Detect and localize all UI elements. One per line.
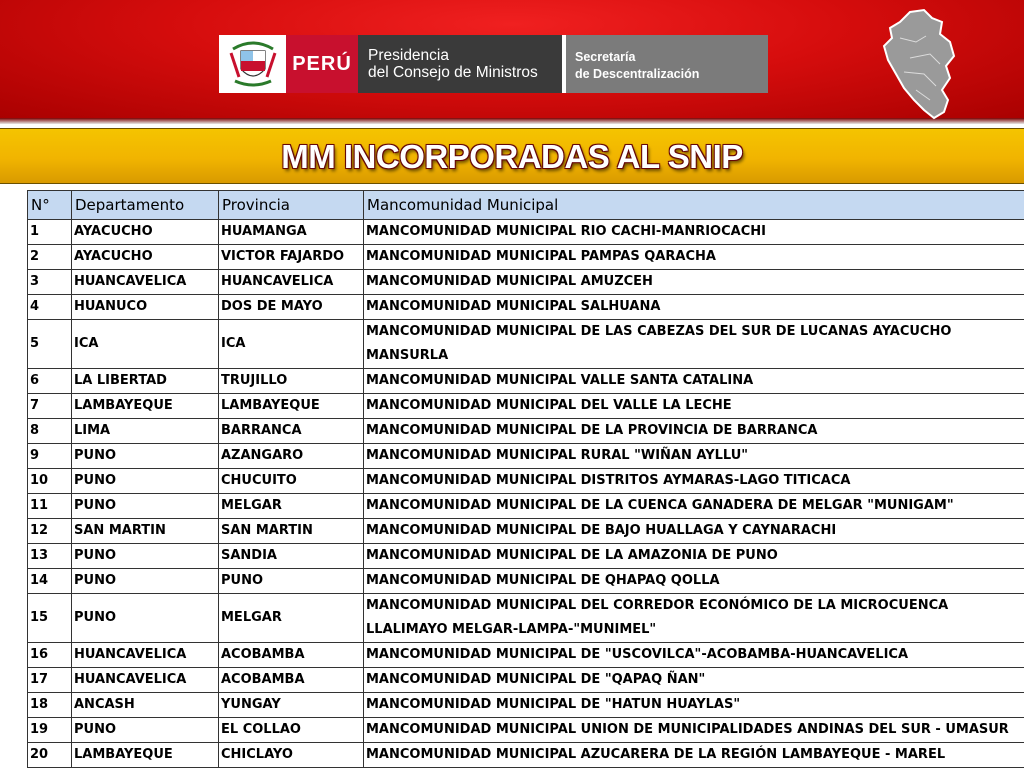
table-row bbox=[28, 693, 1024, 718]
cell-mancomunidad: MANCOMUNIDAD MUNICIPAL DE "HATUN HUAYLAS" bbox=[364, 693, 1024, 718]
cell-departamento: PUNO bbox=[72, 469, 219, 494]
table-row bbox=[28, 718, 1024, 743]
cell-provincia: LAMBAYEQUE bbox=[219, 394, 364, 419]
cell-provincia: HUANCAVELICA bbox=[219, 270, 364, 295]
cell-provincia: ACOBAMBA bbox=[219, 643, 364, 668]
cell-departamento: HUANCAVELICA bbox=[72, 668, 219, 693]
cell-number: 15 bbox=[28, 594, 72, 643]
mancomunidades-table bbox=[27, 190, 1024, 768]
table-row bbox=[28, 569, 1024, 594]
cell-mancomunidad: MANCOMUNIDAD MUNICIPAL DEL VALLE LA LECHE bbox=[364, 394, 1024, 419]
cell-provincia: DOS DE MAYO bbox=[219, 295, 364, 320]
cell-departamento: LA LIBERTAD bbox=[72, 369, 219, 394]
table-row bbox=[28, 444, 1024, 469]
cell-number: 3 bbox=[28, 270, 72, 295]
table-row bbox=[28, 544, 1024, 569]
cell-departamento: ICA bbox=[72, 320, 219, 369]
table-row bbox=[28, 320, 1024, 369]
government-logo bbox=[219, 35, 768, 93]
cell-departamento: LAMBAYEQUE bbox=[72, 394, 219, 419]
title-band bbox=[0, 128, 1024, 184]
cell-provincia: MELGAR bbox=[219, 494, 364, 519]
cell-number: 17 bbox=[28, 668, 72, 693]
cell-provincia: SAN MARTIN bbox=[219, 519, 364, 544]
table-row bbox=[28, 668, 1024, 693]
pcm-line-1: Presidencia bbox=[368, 47, 449, 64]
cell-mancomunidad: MANCOMUNIDAD MUNICIPAL DEL CORREDOR ECONÓMICO DE LA MICROCUENCA LLALIMAYO MELGAR-LAMPA-"MUNIMEL" bbox=[364, 594, 1024, 643]
table-row bbox=[28, 743, 1024, 768]
cell-mancomunidad: MANCOMUNIDAD MUNICIPAL RIO CACHI-MANRIOCACHI bbox=[364, 220, 1024, 245]
cell-mancomunidad: MANCOMUNIDAD MUNICIPAL AZUCARERA DE LA REGIÓN LAMBAYEQUE - MAREL bbox=[364, 743, 1024, 768]
cell-provincia: HUAMANGA bbox=[219, 220, 364, 245]
table-row bbox=[28, 220, 1024, 245]
cell-number: 13 bbox=[28, 544, 72, 569]
table-header-row bbox=[28, 191, 1024, 220]
table-row bbox=[28, 469, 1024, 494]
cell-number: 10 bbox=[28, 469, 72, 494]
cell-mancomunidad: MANCOMUNIDAD MUNICIPAL VALLE SANTA CATALINA bbox=[364, 369, 1024, 394]
cell-departamento: AYACUCHO bbox=[72, 245, 219, 270]
header-divider bbox=[0, 118, 1024, 124]
cell-provincia: BARRANCA bbox=[219, 419, 364, 444]
cell-provincia: SANDIA bbox=[219, 544, 364, 569]
pcm-line-2: del Consejo de Ministros bbox=[368, 64, 538, 81]
cell-number: 11 bbox=[28, 494, 72, 519]
cell-provincia: AZANGARO bbox=[219, 444, 364, 469]
cell-mancomunidad: MANCOMUNIDAD MUNICIPAL DE LA PROVINCIA DE BARRANCA bbox=[364, 419, 1024, 444]
cell-mancomunidad: MANCOMUNIDAD MUNICIPAL DE "USCOVILCA"-ACOBAMBA-HUANCAVELICA bbox=[364, 643, 1024, 668]
cell-provincia: EL COLLAO bbox=[219, 718, 364, 743]
cell-provincia: ACOBAMBA bbox=[219, 668, 364, 693]
header-mancomunidad: Mancomunidad Municipal bbox=[364, 191, 1024, 220]
cell-departamento: ANCASH bbox=[72, 693, 219, 718]
cell-departamento: PUNO bbox=[72, 718, 219, 743]
table-row bbox=[28, 594, 1024, 643]
header-departamento: Departamento bbox=[72, 191, 219, 220]
cell-mancomunidad: MANCOMUNIDAD MUNICIPAL UNION DE MUNICIPALIDADES ANDINAS DEL SUR - UMASUR bbox=[364, 718, 1024, 743]
cell-departamento: PUNO bbox=[72, 444, 219, 469]
table-row bbox=[28, 519, 1024, 544]
cell-number: 4 bbox=[28, 295, 72, 320]
table-row bbox=[28, 394, 1024, 419]
cell-number: 16 bbox=[28, 643, 72, 668]
cell-departamento: SAN MARTIN bbox=[72, 519, 219, 544]
cell-mancomunidad: MANCOMUNIDAD MUNICIPAL DE QHAPAQ QOLLA bbox=[364, 569, 1024, 594]
header-number: N° bbox=[28, 191, 72, 220]
cell-mancomunidad: MANCOMUNIDAD MUNICIPAL DE LA CUENCA GANADERA DE MELGAR "MUNIGAM" bbox=[364, 494, 1024, 519]
cell-mancomunidad: MANCOMUNIDAD MUNICIPAL DE BAJO HUALLAGA Y CAYNARACHI bbox=[364, 519, 1024, 544]
cell-mancomunidad: MANCOMUNIDAD MUNICIPAL SALHUANA bbox=[364, 295, 1024, 320]
cell-provincia: ICA bbox=[219, 320, 364, 369]
table-row bbox=[28, 419, 1024, 444]
cell-mancomunidad: MANCOMUNIDAD MUNICIPAL RURAL "WIÑAN AYLLU" bbox=[364, 444, 1024, 469]
cell-mancomunidad: MANCOMUNIDAD MUNICIPAL DE LA AMAZONIA DE PUNO bbox=[364, 544, 1024, 569]
cell-departamento: LAMBAYEQUE bbox=[72, 743, 219, 768]
cell-departamento: PUNO bbox=[72, 494, 219, 519]
cell-provincia: TRUJILLO bbox=[219, 369, 364, 394]
cell-provincia: MELGAR bbox=[219, 594, 364, 643]
cell-number: 5 bbox=[28, 320, 72, 369]
peru-map-icon bbox=[880, 8, 960, 120]
cell-number: 6 bbox=[28, 369, 72, 394]
cell-number: 9 bbox=[28, 444, 72, 469]
cell-departamento: PUNO bbox=[72, 569, 219, 594]
cell-number: 7 bbox=[28, 394, 72, 419]
cell-provincia: CHICLAYO bbox=[219, 743, 364, 768]
coat-of-arms-icon bbox=[225, 39, 281, 89]
cell-departamento: HUANCAVELICA bbox=[72, 643, 219, 668]
cell-number: 18 bbox=[28, 693, 72, 718]
cell-mancomunidad: MANCOMUNIDAD MUNICIPAL DISTRITOS AYMARAS-LAGO TITICACA bbox=[364, 469, 1024, 494]
pcm-label-block bbox=[358, 35, 562, 93]
cell-number: 19 bbox=[28, 718, 72, 743]
secretaria-label-block bbox=[566, 35, 768, 93]
cell-number: 2 bbox=[28, 245, 72, 270]
cell-provincia: VICTOR FAJARDO bbox=[219, 245, 364, 270]
page-title: MM INCORPORADAS AL SNIP bbox=[281, 138, 743, 175]
cell-mancomunidad: MANCOMUNIDAD MUNICIPAL PAMPAS QARACHA bbox=[364, 245, 1024, 270]
peru-label: PERÚ bbox=[286, 35, 358, 93]
table-row bbox=[28, 270, 1024, 295]
cell-number: 14 bbox=[28, 569, 72, 594]
cell-number: 1 bbox=[28, 220, 72, 245]
table-row bbox=[28, 295, 1024, 320]
cell-departamento: AYACUCHO bbox=[72, 220, 219, 245]
cell-number: 12 bbox=[28, 519, 72, 544]
header-provincia: Provincia bbox=[219, 191, 364, 220]
cell-mancomunidad: MANCOMUNIDAD MUNICIPAL AMUZCEH bbox=[364, 270, 1024, 295]
table-row bbox=[28, 245, 1024, 270]
cell-departamento: LIMA bbox=[72, 419, 219, 444]
cell-provincia: CHUCUITO bbox=[219, 469, 364, 494]
table-row bbox=[28, 643, 1024, 668]
cell-departamento: HUANUCO bbox=[72, 295, 219, 320]
cell-mancomunidad: MANCOMUNIDAD MUNICIPAL DE "QAPAQ ÑAN" bbox=[364, 668, 1024, 693]
cell-provincia: PUNO bbox=[219, 569, 364, 594]
table-row bbox=[28, 494, 1024, 519]
cell-number: 20 bbox=[28, 743, 72, 768]
secretaria-line-1: Secretaría bbox=[575, 50, 636, 64]
cell-provincia: YUNGAY bbox=[219, 693, 364, 718]
secretaria-line-2: de Descentralización bbox=[575, 67, 700, 81]
cell-departamento: HUANCAVELICA bbox=[72, 270, 219, 295]
cell-number: 8 bbox=[28, 419, 72, 444]
cell-departamento: PUNO bbox=[72, 594, 219, 643]
cell-departamento: PUNO bbox=[72, 544, 219, 569]
peru-logo-block bbox=[219, 35, 358, 93]
cell-mancomunidad: MANCOMUNIDAD MUNICIPAL DE LAS CABEZAS DEL SUR DE LUCANAS AYACUCHO MANSURLA bbox=[364, 320, 1024, 369]
table-row bbox=[28, 369, 1024, 394]
